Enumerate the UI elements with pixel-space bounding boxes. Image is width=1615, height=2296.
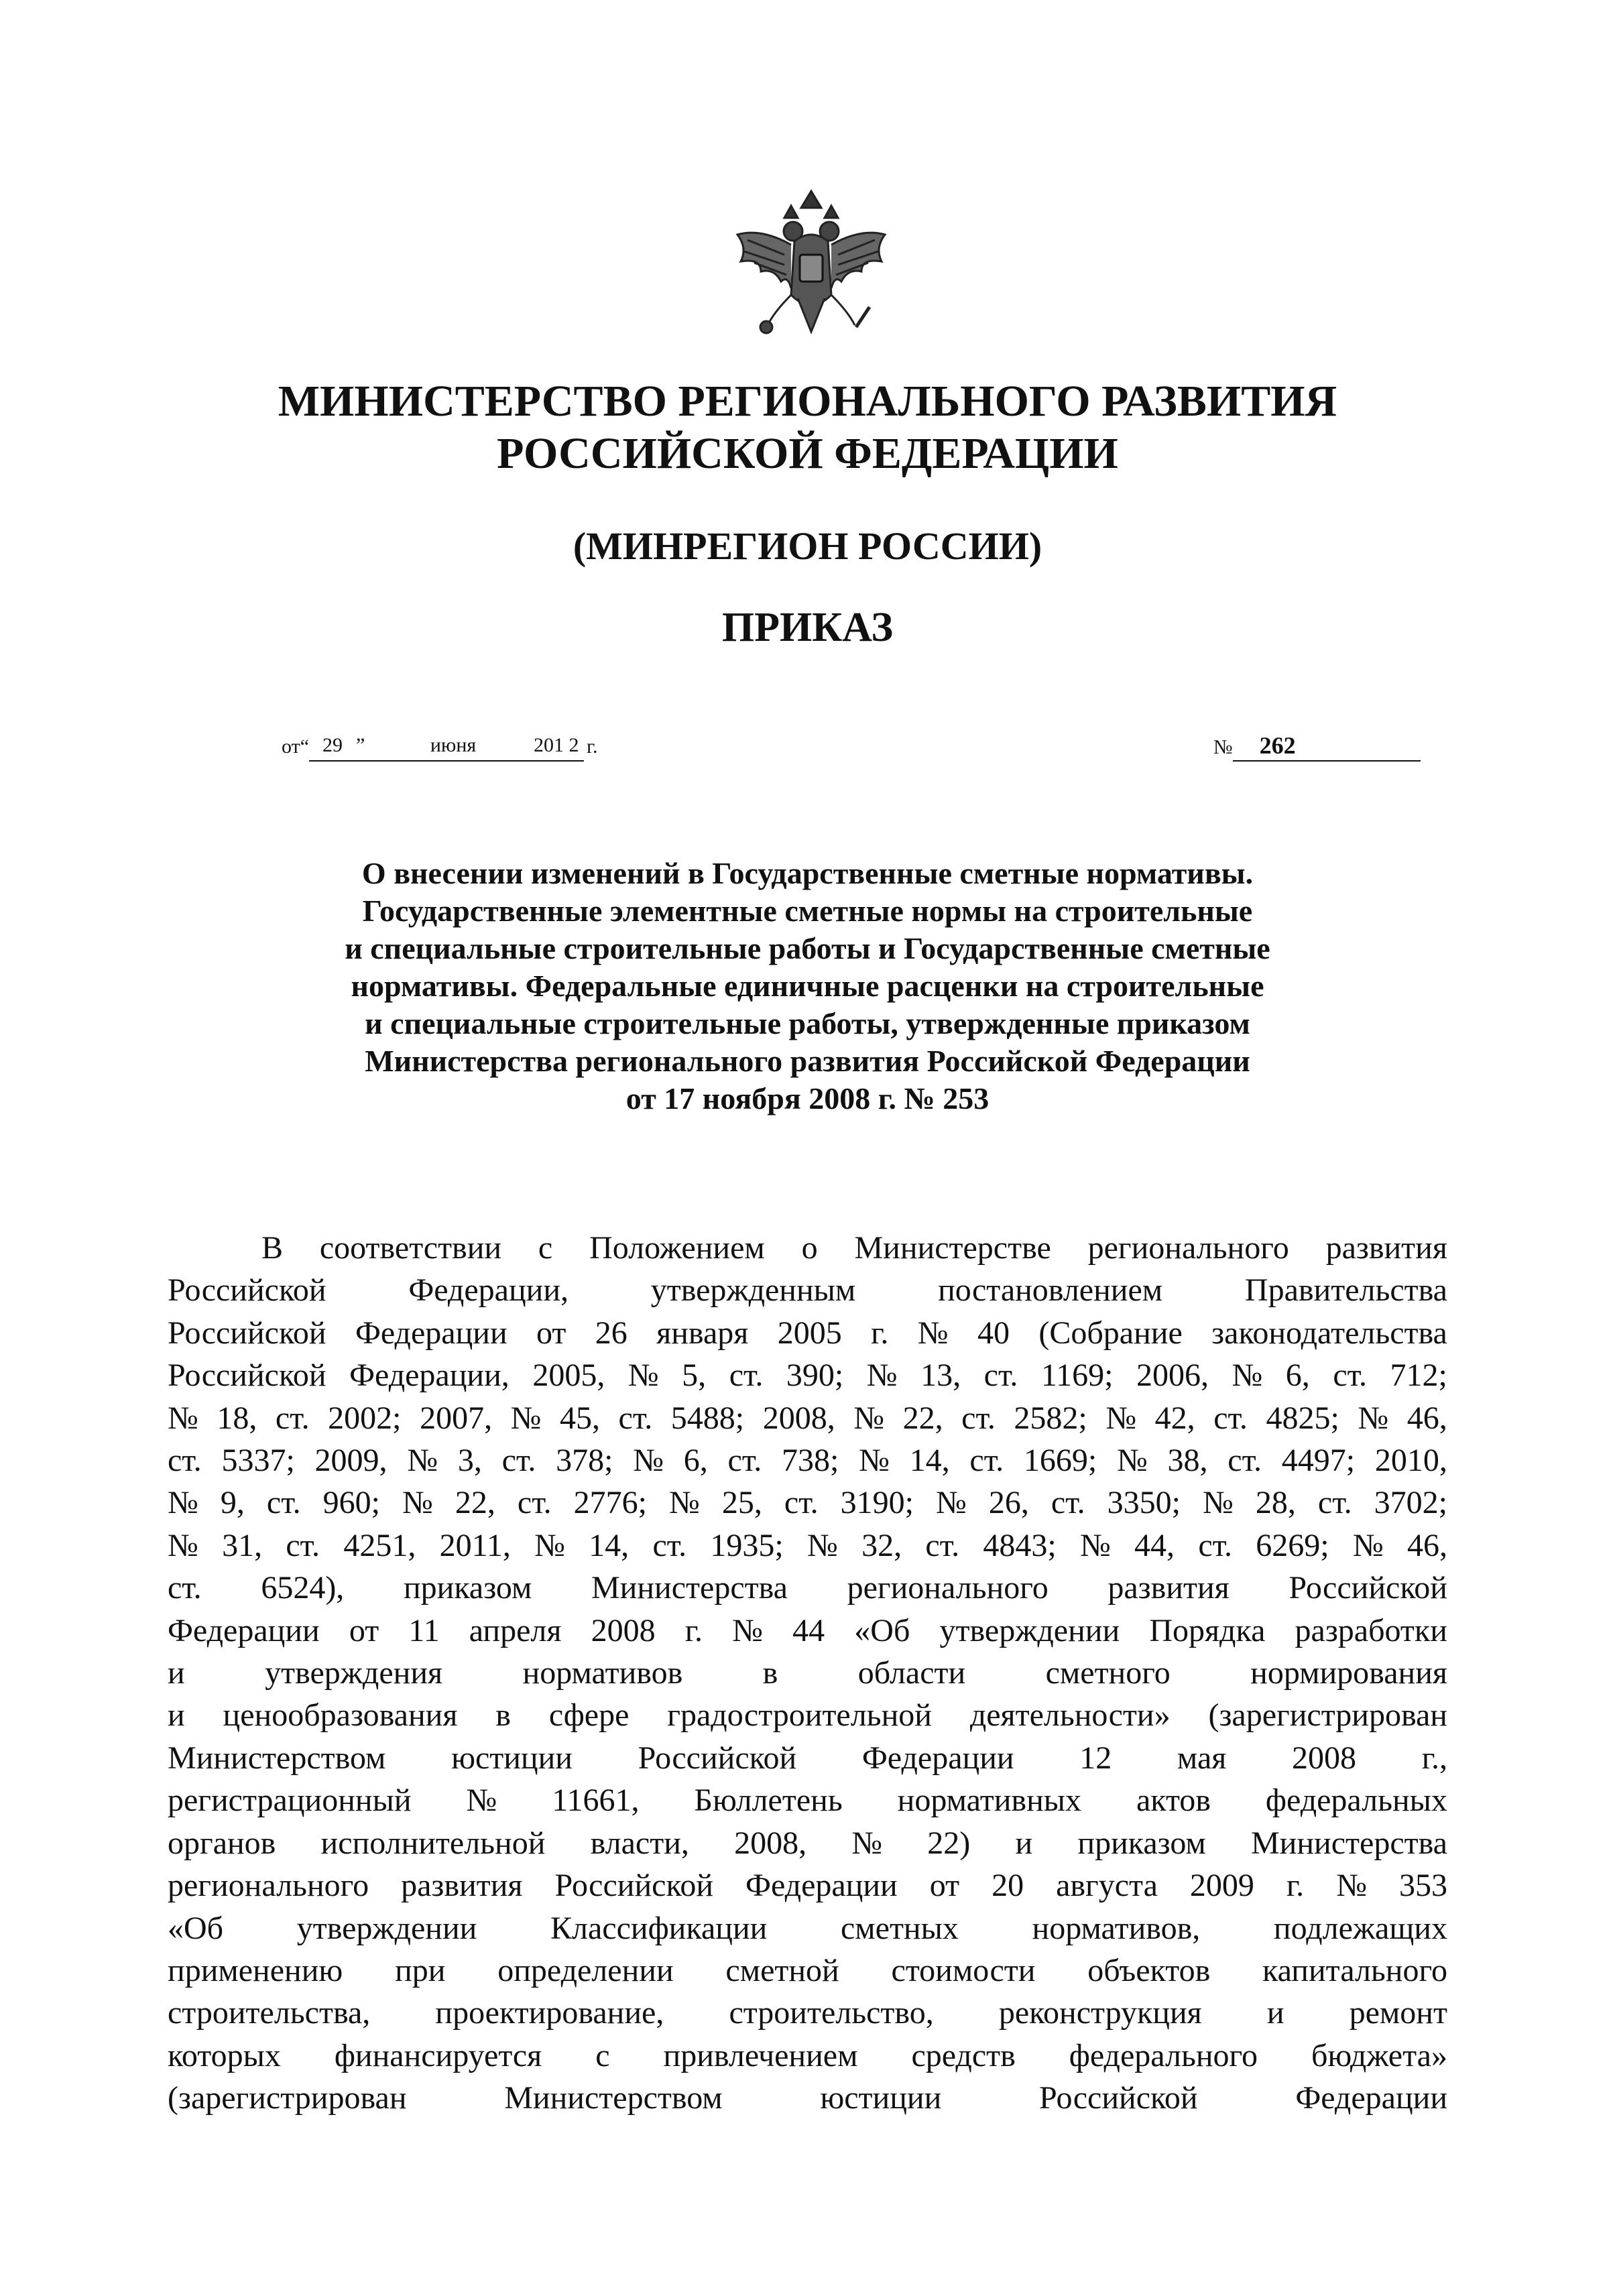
subject-line: и специальные строительные работы, утвержденные приказом: [365, 1006, 1250, 1040]
body-word: Российской: [168, 1272, 326, 1309]
body-word: №: [936, 1485, 967, 1521]
body-line: [168, 1312, 1447, 1354]
body-word: ст.: [618, 1400, 653, 1436]
body-word: ценообразования: [223, 1697, 458, 1734]
body-word: Российской: [168, 1315, 326, 1351]
body-word: о: [801, 1230, 818, 1266]
body-word: ст.: [983, 1357, 1018, 1394]
body-word: ст.: [517, 1485, 552, 1521]
order-number: [1213, 731, 1468, 762]
body-word: и: [1266, 1995, 1284, 2031]
subject-line: и специальные строительные работы и Государственные сметные: [345, 931, 1270, 965]
body-word: градостроительной: [667, 1697, 932, 1734]
double-headed-eagle-icon: [721, 181, 902, 349]
order-number-value: 262: [1233, 731, 1421, 762]
body-word: регионального: [847, 1570, 1049, 1606]
body-word: 5,: [682, 1357, 707, 1394]
body-word: 5337;: [221, 1443, 295, 1479]
body-word: 2005: [777, 1315, 842, 1351]
body-line: [168, 1652, 1447, 1694]
date-year-suffix: 2: [564, 731, 584, 762]
body-word: и: [168, 1655, 185, 1691]
body-word: ст.: [1317, 1485, 1352, 1521]
date-year-unit: г.: [587, 735, 598, 758]
body-word: №: [1079, 1527, 1111, 1563]
body-word: 6,: [683, 1443, 708, 1479]
body-word: №: [853, 1400, 885, 1436]
body-word: проектирование,: [435, 1995, 664, 2031]
ministry-short-name: (МИНРЕГИОН РОССИИ): [573, 524, 1042, 568]
body-word: постановлением: [938, 1272, 1163, 1309]
body-line: [168, 2035, 1447, 2077]
body-word: средств: [911, 2037, 1016, 2073]
body-word: 3,: [457, 1443, 482, 1479]
body-word: Классификации: [550, 1910, 768, 1946]
body-word: приказом: [1077, 1825, 1206, 1861]
body-word: №: [633, 1443, 664, 1479]
body-word: №: [402, 1485, 433, 1521]
body-word: 31,: [222, 1527, 263, 1563]
body-word: 4843;: [983, 1527, 1057, 1563]
body-line: [168, 1822, 1447, 1864]
body-word: №: [917, 1315, 949, 1351]
body-word: (зарегистрирован: [1208, 1697, 1447, 1734]
body-line: [168, 1864, 1447, 1907]
body-word: 2002;: [328, 1400, 402, 1436]
body-word: 14,: [589, 1527, 630, 1563]
body-word: 26,: [988, 1485, 1029, 1521]
body-word: федерального: [1069, 2037, 1258, 2073]
body-word: 2009: [1189, 1868, 1254, 1904]
body-word: 32,: [861, 1527, 902, 1563]
body-word: ст.: [969, 1443, 1004, 1479]
body-word: федеральных: [1265, 1783, 1447, 1819]
body-word: апреля: [469, 1612, 562, 1648]
coat-of-arms-emblem: [721, 181, 902, 349]
body-word: развития: [1325, 1230, 1447, 1266]
body-line: [168, 1439, 1447, 1482]
body-word: №: [1105, 1400, 1137, 1436]
body-word: 2006,: [1136, 1357, 1209, 1394]
body-word: 46,: [1407, 1400, 1447, 1436]
body-word: Российской: [1039, 2080, 1198, 2116]
body-word: 353: [1398, 1868, 1447, 1904]
body-word: развития: [1108, 1570, 1230, 1606]
body-word: августа: [1056, 1868, 1158, 1904]
body-word: власти,: [590, 1825, 689, 1861]
body-word: Федерации,: [408, 1272, 569, 1309]
body-word: г.: [1286, 1868, 1305, 1904]
body-word: 2008: [1292, 1740, 1357, 1776]
subject-line: Министерства регионального развития Российской Федерации: [365, 1044, 1250, 1078]
body-word: Порядка: [1149, 1612, 1266, 1648]
body-word: №: [866, 1357, 898, 1394]
body-word: 3190;: [840, 1485, 914, 1521]
body-word: ст.: [266, 1485, 301, 1521]
body-word: Федерации: [168, 1612, 320, 1648]
subject-line: О внесении изменений в Государственные сметные нормативы.: [361, 856, 1254, 890]
body-word: 2005,: [532, 1357, 605, 1394]
body-word: от: [349, 1612, 379, 1648]
body-word: Российской: [168, 1357, 326, 1394]
body-word: №: [1203, 1485, 1234, 1521]
body-line: [168, 1907, 1447, 1949]
body-word: Российской: [638, 1740, 797, 1776]
body-line: [168, 1992, 1447, 2034]
body-word: и: [1015, 1825, 1033, 1861]
body-word: ст.: [652, 1527, 687, 1563]
body-word: объектов: [1087, 1952, 1211, 1988]
body-word: 6,: [1285, 1357, 1310, 1394]
body-word: Федерации: [1295, 2080, 1447, 2116]
body-word: №: [669, 1485, 700, 1521]
body-word: №: [807, 1527, 838, 1563]
body-word: 6524),: [261, 1570, 345, 1606]
body-word: капитального: [1262, 1952, 1447, 1988]
body-line: [168, 1737, 1447, 1779]
body-word: №: [1232, 1357, 1263, 1394]
body-word: г.: [684, 1612, 703, 1648]
body-word: 28,: [1255, 1485, 1296, 1521]
body-word: реконструкция: [998, 1995, 1202, 2031]
body-word: 20: [992, 1868, 1024, 1904]
body-word: ст.: [784, 1485, 819, 1521]
body-word: определении: [497, 1952, 674, 1988]
body-word: 2007,: [420, 1400, 493, 1436]
body-word: нормативов: [522, 1655, 683, 1691]
body-word: №: [732, 1612, 763, 1648]
body-word: с: [595, 2037, 610, 2073]
body-word: нормирования: [1250, 1655, 1447, 1691]
body-line: [168, 1524, 1447, 1567]
body-word: г.: [871, 1315, 889, 1351]
body-word: 1669;: [1023, 1443, 1097, 1479]
body-word: строительства,: [168, 1995, 371, 2031]
body-word: Министерства: [591, 1570, 788, 1606]
order-date: [282, 731, 670, 771]
body-word: области: [857, 1655, 966, 1691]
body-word: ст.: [501, 1443, 536, 1479]
body-word: юстиции: [820, 2080, 942, 2116]
body-word: Федерации: [861, 1740, 1014, 1776]
order-subject: [168, 855, 1447, 1117]
body-word: «Об: [168, 1910, 224, 1946]
body-word: при: [395, 1952, 446, 1988]
body-word: ст.: [275, 1400, 310, 1436]
body-line: [168, 2077, 1447, 2119]
body-word: Бюллетень: [694, 1783, 843, 1819]
body-line: [168, 1610, 1447, 1652]
body-line: [168, 1694, 1447, 1736]
date-month: июня: [390, 731, 517, 762]
body-word: утвержденным: [650, 1272, 856, 1309]
body-word: Министерстве: [854, 1230, 1051, 1266]
body-word: финансируется: [334, 2037, 542, 2073]
body-word: Российской: [1289, 1570, 1447, 1606]
body-word: Федерации,: [349, 1357, 510, 1394]
body-word: №: [168, 1400, 198, 1436]
body-word: 2008,: [734, 1825, 807, 1861]
body-word: №: [168, 1527, 198, 1563]
body-word: нормативных: [897, 1783, 1082, 1819]
body-word: строительство,: [729, 1995, 934, 2031]
body-word: 12: [1079, 1740, 1112, 1776]
body-word: 2008,: [762, 1400, 835, 1436]
body-word: ст.: [925, 1527, 960, 1563]
body-word: 1169;: [1040, 1357, 1114, 1394]
body-word: привлечением: [663, 2037, 858, 2073]
body-line: [168, 1397, 1447, 1439]
body-word: Федерации: [745, 1868, 898, 1904]
body-word: в: [762, 1655, 778, 1691]
body-word: №: [534, 1527, 565, 1563]
document-type: ПРИКАЗ: [721, 605, 894, 650]
body-line: [168, 1227, 1447, 1269]
body-word: в: [495, 1697, 511, 1734]
body-word: №: [466, 1783, 497, 1819]
body-word: 2008: [591, 1612, 656, 1648]
body-word: утверждения: [265, 1655, 443, 1691]
body-word: мая: [1177, 1740, 1227, 1776]
date-prefix: от“: [282, 735, 310, 758]
body-line: [168, 1269, 1447, 1311]
body-word: января: [656, 1315, 749, 1351]
body-word: ст.: [1228, 1443, 1262, 1479]
body-word: приказом: [403, 1570, 532, 1606]
body-word: Федерации: [355, 1315, 507, 1351]
body-word: Правительства: [1244, 1272, 1447, 1309]
body-word: 5488;: [670, 1400, 745, 1436]
body-word: 712;: [1390, 1357, 1447, 1394]
body-word: с: [538, 1230, 553, 1266]
body-word: №: [859, 1443, 890, 1479]
body-word: разработки: [1295, 1612, 1447, 1648]
body-word: 390;: [786, 1357, 844, 1394]
body-word: ст.: [729, 1357, 764, 1394]
body-word: 40: [977, 1315, 1010, 1351]
body-word: 2009,: [314, 1443, 387, 1479]
body-word: ст.: [168, 1443, 202, 1479]
body-word: В: [261, 1230, 284, 1266]
body-word: №: [851, 1825, 883, 1861]
body-word: деятельности»: [969, 1697, 1171, 1734]
body-word: которых: [168, 2037, 281, 2073]
body-word: 11: [408, 1612, 440, 1648]
body-word: (зарегистрирован: [168, 2080, 407, 2116]
body-word: исполнительной: [320, 1825, 546, 1861]
body-word: 42,: [1154, 1400, 1195, 1436]
body-word: 2010,: [1374, 1443, 1447, 1479]
body-word: утверждении: [939, 1612, 1120, 1648]
body-word: законодательства: [1211, 1315, 1447, 1351]
body-word: ст.: [1333, 1357, 1367, 1394]
body-word: 960;: [322, 1485, 380, 1521]
body-word: стоимости: [891, 1952, 1036, 1988]
body-word: ст.: [1213, 1400, 1248, 1436]
body-word: №: [510, 1400, 542, 1436]
body-word: №: [627, 1357, 659, 1394]
body-word: №: [407, 1443, 438, 1479]
body-word: сметного: [1045, 1655, 1171, 1691]
body-word: от: [929, 1868, 960, 1904]
body-word: 22,: [455, 1485, 495, 1521]
body-word: развития: [401, 1868, 523, 1904]
body-word: Министерством: [168, 1740, 386, 1776]
body-word: ст.: [286, 1527, 320, 1563]
body-word: и: [168, 1697, 185, 1734]
body-word: 3350;: [1107, 1485, 1181, 1521]
order-number-label: №: [1213, 736, 1233, 758]
body-word: юстиции: [451, 1740, 573, 1776]
body-word: сметной: [725, 1952, 839, 1988]
body-word: «Об: [854, 1612, 910, 1648]
body-word: ст.: [961, 1400, 996, 1436]
body-word: регионального: [1087, 1230, 1289, 1266]
body-word: 46,: [1407, 1527, 1447, 1563]
body-word: (Собрание: [1038, 1315, 1183, 1351]
body-word: Министерством: [504, 2080, 723, 2116]
body-word: 1935;: [710, 1527, 784, 1563]
body-word: 25,: [721, 1485, 762, 1521]
body-word: бюджета»: [1311, 2037, 1447, 2073]
body-line: [168, 1354, 1447, 1396]
body-word: 45,: [559, 1400, 600, 1436]
body-word: нормативов,: [1032, 1910, 1201, 1946]
order-body-text: [168, 1227, 1447, 2120]
body-word: 38,: [1167, 1443, 1208, 1479]
body-word: 14,: [909, 1443, 950, 1479]
body-word: 4825;: [1266, 1400, 1339, 1436]
body-word: 4497;: [1281, 1443, 1356, 1479]
body-word: применению: [168, 1952, 343, 1988]
body-word: 18,: [217, 1400, 257, 1436]
date-year-prefix: 201: [517, 731, 564, 762]
date-quote: ”: [356, 731, 390, 762]
body-word: 44,: [1134, 1527, 1175, 1563]
body-word: №: [1352, 1527, 1384, 1563]
body-word: 2776;: [573, 1485, 647, 1521]
body-word: №: [1358, 1400, 1389, 1436]
body-word: соответствии: [319, 1230, 502, 1266]
body-line: [168, 1949, 1447, 1992]
body-word: 44: [792, 1612, 825, 1648]
ministry-name: [0, 375, 1615, 480]
body-line: [168, 1567, 1447, 1609]
body-word: 6269;: [1256, 1527, 1329, 1563]
subject-line: Государственные элементные сметные нормы на строительные: [362, 894, 1253, 928]
body-word: 378;: [556, 1443, 613, 1479]
body-word: 3702;: [1374, 1485, 1447, 1521]
body-word: регистрационный: [168, 1783, 412, 1819]
body-word: утверждении: [296, 1910, 477, 1946]
body-word: Положением: [589, 1230, 765, 1266]
date-day: 29: [309, 731, 356, 762]
body-word: Министерства: [1251, 1825, 1447, 1861]
body-word: 22): [927, 1825, 971, 1861]
body-word: 26: [595, 1315, 627, 1351]
subject-line: от 17 ноября 2008 г. № 253: [625, 1081, 990, 1115]
body-word: №: [1116, 1443, 1148, 1479]
body-word: №: [1336, 1868, 1367, 1904]
body-word: подлежащих: [1273, 1910, 1447, 1946]
body-word: 22,: [902, 1400, 943, 1436]
body-word: 13,: [920, 1357, 961, 1394]
body-word: регионального: [168, 1868, 369, 1904]
body-line: [168, 1779, 1447, 1821]
body-word: 2011,: [439, 1527, 511, 1563]
body-word: №: [168, 1485, 198, 1521]
body-word: ремонт: [1349, 1995, 1447, 2031]
body-word: 738;: [781, 1443, 839, 1479]
body-word: ст.: [1051, 1485, 1085, 1521]
body-word: актов: [1136, 1783, 1211, 1819]
body-word: 9,: [220, 1485, 245, 1521]
body-word: ст.: [168, 1570, 202, 1606]
body-word: 2582;: [1014, 1400, 1087, 1436]
body-word: сметных: [840, 1910, 959, 1946]
body-word: сфере: [548, 1697, 630, 1734]
body-line: [168, 1482, 1447, 1524]
body-word: от: [536, 1315, 566, 1351]
body-word: ст.: [727, 1443, 762, 1479]
subject-line: нормативы. Федеральные единичные расценки на строительные: [351, 969, 1264, 1003]
body-word: 4251,: [343, 1527, 416, 1563]
body-word: г.,: [1421, 1740, 1447, 1776]
body-word: ст.: [1198, 1527, 1232, 1563]
ministry-name-line-2: РОССИЙСКОЙ ФЕДЕРАЦИИ: [497, 429, 1118, 478]
body-word: Российской: [554, 1868, 714, 1904]
ministry-name-line-1: МИНИСТЕРСТВО РЕГИОНАЛЬНОГО РАЗВИТИЯ: [278, 377, 1337, 426]
body-word: органов: [168, 1825, 276, 1861]
body-word: 11661,: [552, 1783, 640, 1819]
